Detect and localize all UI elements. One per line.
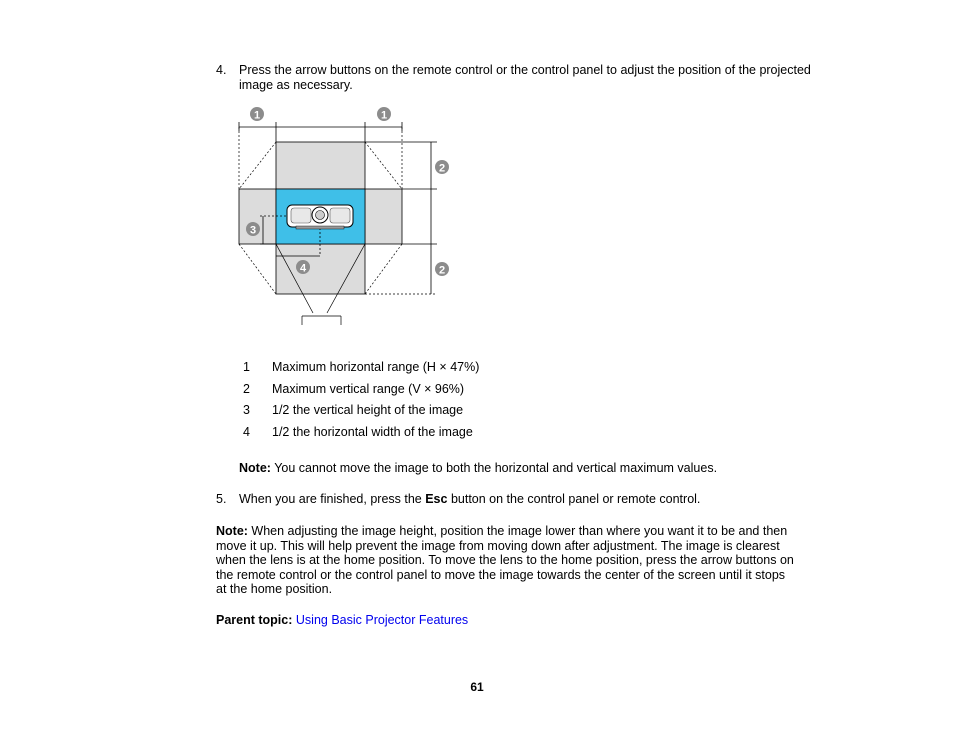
parent-topic-label: Parent topic: [216, 613, 293, 627]
legend-number: 4 [243, 425, 250, 439]
legend-row [0, 382, 954, 398]
svg-text:2: 2 [438, 264, 446, 277]
right-range-area [365, 189, 402, 244]
step-text: Press the arrow buttons on the remote control or the control panel to adjust the position of the projected image as necessary. [239, 63, 811, 92]
note-image-height [216, 524, 836, 597]
legend-text: 1/2 the vertical height of the image [272, 403, 464, 417]
svg-text:1: 1 [380, 109, 388, 122]
step-number: 4. [216, 63, 227, 77]
callout-2-upper [435, 160, 449, 175]
projector-icon [287, 205, 353, 229]
callout-1-right [377, 107, 391, 122]
note-line: When adjusting the image height, position the image lower than where you want it to be and then [247, 524, 788, 538]
note-max-values [239, 461, 799, 476]
note-text: You cannot move the image to both the horizontal and vertical maximum values. [270, 461, 718, 475]
note-label: Note: [216, 524, 248, 538]
note-line: when the lens is at the home position. To move the lens to the home position, press the arrow buttons on [216, 553, 794, 568]
note-line: the remote control or the control panel to move the image towards the center of the screen until it stops [216, 567, 786, 582]
legend-row [0, 360, 954, 376]
legend-text: Maximum vertical range (V × 96%) [272, 382, 465, 396]
note-label: Note: [239, 461, 271, 475]
lens-shift-diagram [232, 104, 452, 328]
svg-text:3: 3 [249, 224, 257, 237]
svg-text:2: 2 [438, 162, 446, 175]
legend-number: 2 [243, 382, 250, 396]
note-line: at the home position. [216, 582, 333, 597]
svg-text:1: 1 [253, 109, 261, 122]
legend-number: 1 [243, 360, 250, 374]
horizontal-dimension [239, 122, 402, 142]
page-number: 61 [470, 680, 484, 694]
legend-row [0, 403, 954, 419]
callout-2-lower [435, 262, 449, 277]
step-text-post: button on the control panel or remote control. [447, 492, 701, 506]
legend-text: Maximum horizontal range (H × 47%) [272, 360, 480, 374]
upper-range-area [276, 142, 365, 189]
callout-1-left [250, 107, 264, 122]
esc-key-label: Esc [425, 492, 448, 506]
left-range-area [239, 189, 276, 244]
step-text [239, 492, 819, 507]
legend-text: 1/2 the horizontal width of the image [272, 425, 473, 439]
parent-topic-link[interactable]: Using Basic Projector Features [295, 613, 469, 627]
step-text-pre: When you are finished, press the [239, 492, 426, 506]
svg-text:4: 4 [299, 262, 307, 275]
step-number: 5. [216, 492, 227, 506]
note-line: move it up. This will help prevent the image from moving down after adjustment. The image is clearest [216, 538, 780, 553]
legend-row [0, 425, 954, 441]
parent-topic [216, 613, 468, 627]
legend-number: 3 [243, 403, 250, 417]
